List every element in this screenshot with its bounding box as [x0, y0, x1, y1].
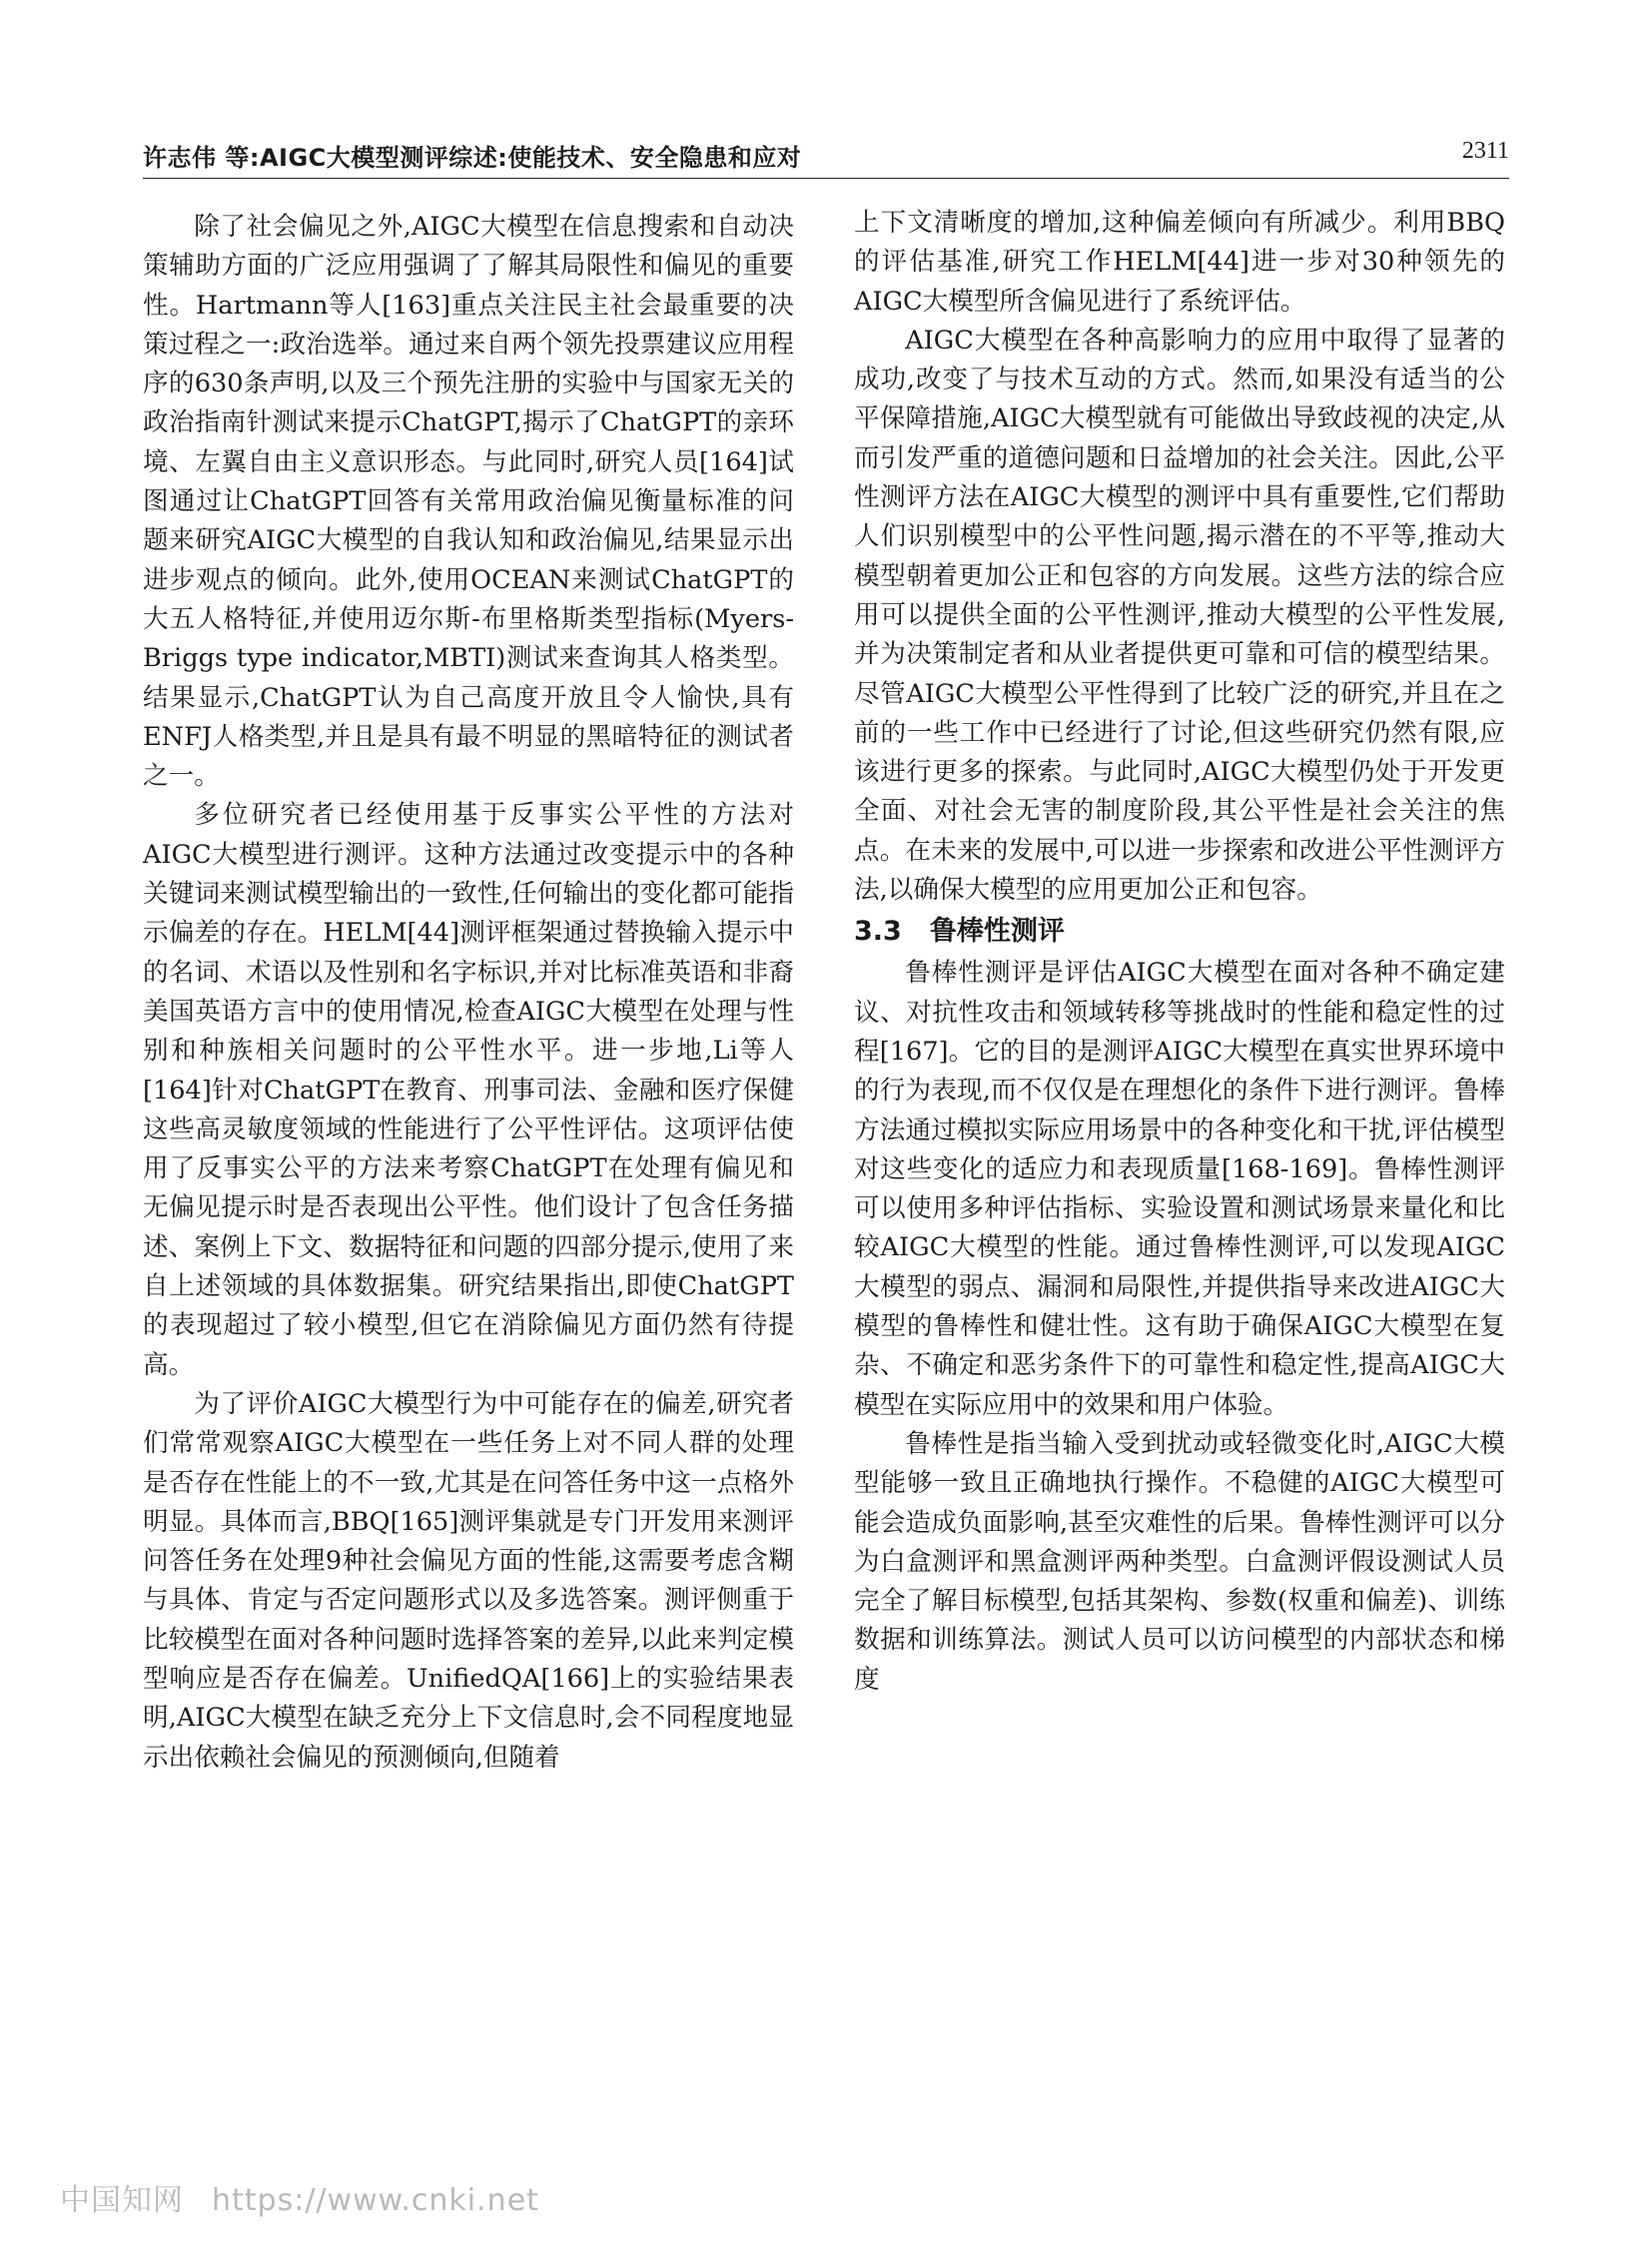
section-number: 3.3: [854, 916, 902, 948]
body-paragraph: 鲁棒性测评是评估AIGC大模型在面对各种不确定建议、对抗性攻击和领域转移等挑战时的性能和稳定性的过程[167]。它的目的是测评AIGC大模型在真实世界环境中的行为表现,而不仅仅是在理想化的条件下进行测评。鲁棒方法通过模拟实际应用场景中的各种变化和干扰,评估模型对这些变化的适应力和表现质量[168-169]。鲁棒性测评可以使用多种评估指标、实验设置和测试场景来量化和比较AIGC大模型的性能。通过鲁棒性测评,可以发现AIGC大模型的弱点、漏洞和局限性,并提供指导来改进AIGC大模型的鲁棒性和健壮性。这有助于确保AIGC大模型在复杂、不确定和恶劣条件下的可靠性和稳定性,提高AIGC大模型在实际应用中的效果和用户体验。: [854, 958, 1505, 1420]
left-column: [143, 208, 794, 1778]
page-number: 2311: [1461, 138, 1509, 164]
running-header: [143, 138, 1509, 179]
body-paragraph: 为了评价AIGC大模型行为中可能存在的偏差,研究者们常常观察AIGC大模型在一些任务上对不同人群的处理是否存在性能上的不一致,尤其是在问答任务中这一点格外明显。具体而言,BBQ[165]测评集就是专门开发用来测评问答任务在处理9种社会偏见方面的性能,这需要考虑含糊与具体、肯定与否定问题形式以及多选答案。测评侧重于比较模型在面对各种问题时选择答案的差异,以此来判定模型响应是否存在偏差。UnifiedQA[166]上的实验结果表明,AIGC大模型在缺乏充分上下文信息时,会不同程度地显示出依赖社会偏见的预测倾向,但随着: [143, 1388, 794, 1773]
continued-paragraph: 上下文清晰度的增加,这种偏差倾向有所减少。利用BBQ的评估基准,研究工作HELM[44]进一步对30种领先的AIGC大模型所含偏见进行了系统评估。: [854, 208, 1505, 317]
section-title: 鲁棒性测评: [929, 916, 1065, 948]
right-column: [854, 204, 1505, 1700]
running-title: 许志伟 等:AIGC大模型测评综述:使能技术、安全隐患和应对: [143, 144, 802, 172]
cnki-brand: 中国知网: [60, 2183, 184, 2218]
body-paragraph: 鲁棒性是指当输入受到扰动或轻微变化时,AIGC大模型能够一致且正确地执行操作。不稳健的AIGC大模型可能会造成负面影响,甚至灾难性的后果。鲁棒性测评可以分为白盒测评和黑盒测评两种类型。白盒测评假设测试人员完全了解目标模型,包括其架构、参数(权重和偏差)、训练数据和训练算法。测试人员可以访问模型的内部状态和梯度: [854, 1428, 1505, 1695]
watermark-footer: [60, 2175, 539, 2219]
body-paragraph: AIGC大模型在各种高影响力的应用中取得了显著的成功,改变了与技术互动的方式。然而,如果没有适当的公平保障措施,AIGC大模型就有可能做出导致歧视的决定,从而引发严重的道德问题和日益增加的社会关注。因此,公平性测评方法在AIGC大模型的测评中具有重要性,它们帮助人们识别模型中的公平性问题,揭示潜在的不平等,推动大模型朝着更加公正和包容的方向发展。这些方法的综合应用可以提供全面的公平性测评,推动大模型的公平性发展,并为决策制定者和从业者提供更可靠和可信的模型结果。尽管AIGC大模型公平性得到了比较广泛的研究,并且在之前的一些工作中已经进行了讨论,但这些研究仍然有限,应该进行更多的探索。与此同时,AIGC大模型仍处于开发更全面、对社会无害的制度阶段,其公平性是社会关注的焦点。在未来的发展中,可以进一步探索和改进公平性测评方法,以确保大模型的应用更加公正和包容。: [854, 325, 1505, 906]
body-paragraph: 多位研究者已经使用基于反事实公平性的方法对AIGC大模型进行测评。这种方法通过改变提示中的各种关键词来测试模型输出的一致性,任何输出的变化都可能指示偏差的存在。HELM[44]测评框架通过替换输入提示中的名词、术语以及性别和名字标识,并对比标准英语和非裔美国英语方言中的使用情况,检查AIGC大模型在处理与性别和种族相关问题时的公平性水平。进一步地,Li等人[164]针对ChatGPT在教育、刑事司法、金融和医疗保健这些高灵敏度领域的性能进行了公平性评估。这项评估使用了反事实公平的方法来考察ChatGPT在处理有偏见和无偏见提示时是否表现出公平性。他们设计了包含任务描述、案例上下文、数据特征和问题的四部分提示,使用了来自上述领域的具体数据集。研究结果指出,即使ChatGPT的表现超过了较小模型,但它在消除偏见方面仍然有待提高。: [143, 800, 794, 1380]
section-heading: [854, 912, 1505, 952]
body-paragraph: 除了社会偏见之外,AIGC大模型在信息搜索和自动决策辅助方面的广泛应用强调了了解其局限性和偏见的重要性。Hartmann等人[163]重点关注民主社会最重要的决策过程之一:政治选举。通过来自两个领先投票建议应用程序的630条声明,以及三个预先注册的实验中与国家无关的政治指南针测试来提示ChatGPT,揭示了ChatGPT的亲环境、左翼自由主义意识形态。与此同时,研究人员[164]试图通过让ChatGPT回答有关常用政治偏见衡量标准的问题来研究AIGC大模型的自我认知和政治偏见,结果显示出进步观点的倾向。此外,使用OCEAN来测试ChatGPT的大五人格特征,并使用迈尔斯-布里格斯类型指标(Myers-Briggs type indicator,MBTI)测试来查询其人格类型。结果显示,ChatGPT认为自己高度开放且令人愉快,具有ENFJ人格类型,并且是具有最不明显的黑暗特征的测试者之一。: [143, 212, 794, 792]
cnki-url[interactable]: https://www.cnki.net: [212, 2183, 539, 2218]
